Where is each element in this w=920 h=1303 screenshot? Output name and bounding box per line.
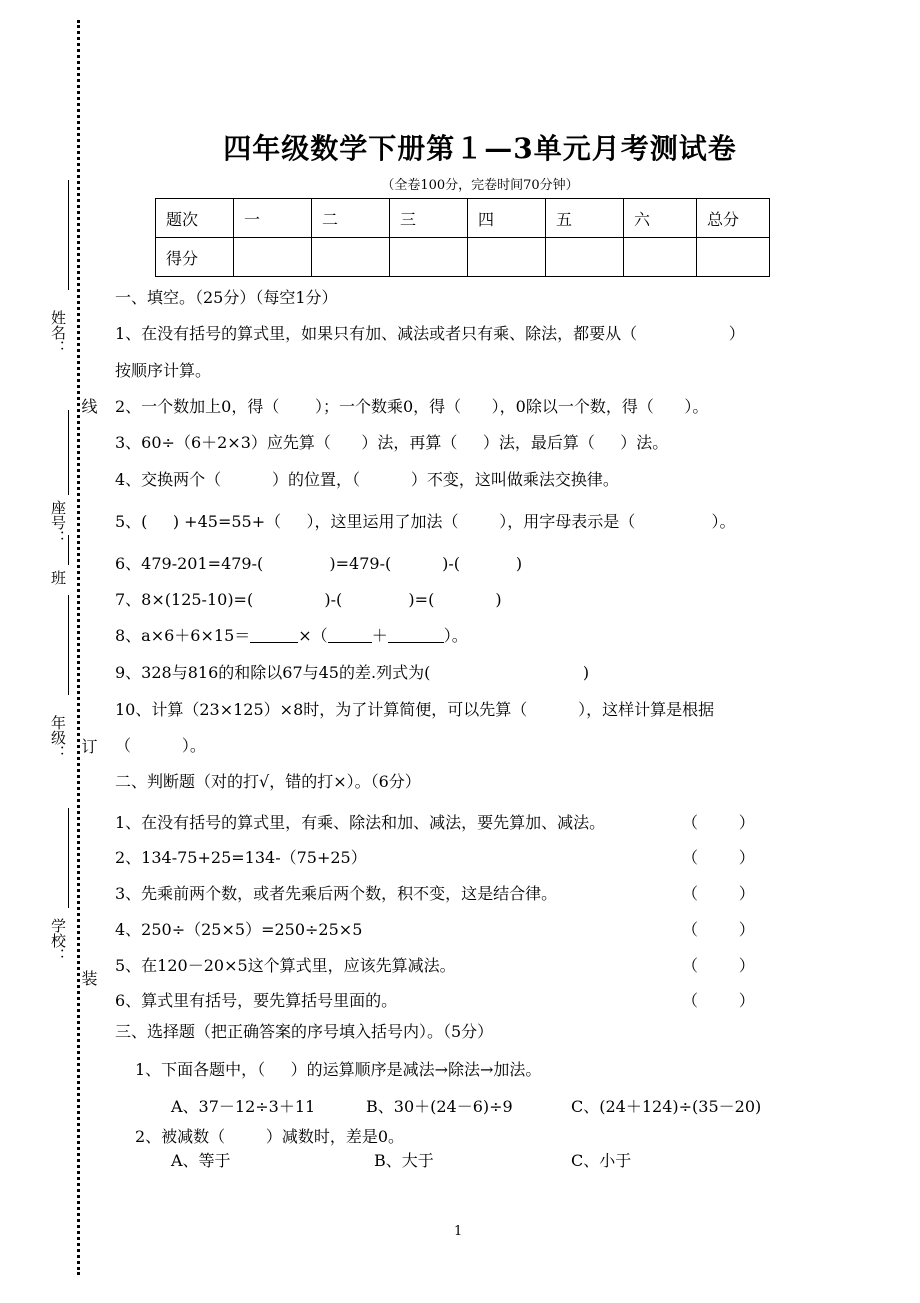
question-1-1b: 按顺序计算。 (115, 361, 212, 380)
page-subtitle: （全卷100分，完卷时间70分钟） (381, 178, 579, 193)
question-1-10a: 10、计算（23×125）×8时，为了计算简便，可以先算（ ），这样计算是根据 (115, 700, 715, 719)
score-cell: 五 (546, 199, 624, 238)
judge-answer-paren[interactable]: （ ） (682, 920, 755, 939)
score-input-cell[interactable] (312, 238, 390, 277)
judge-item-text: 6、算式里有括号，要先算括号里面的。 (115, 991, 398, 1010)
judge-item-text: 2、134-75+25=134-（75+25） (115, 848, 367, 867)
score-cell: 总分 (697, 199, 770, 238)
score-input-cell[interactable] (390, 238, 468, 277)
seat-underline (68, 410, 69, 495)
choice-option-b: B、30＋(24－6)÷9 (366, 1097, 513, 1116)
q8-mid-1: ×（ (298, 626, 328, 645)
score-input-cell[interactable] (697, 238, 770, 277)
judge-item-text: 5、在120－20×5这个算式里，应该先算减法。 (115, 956, 456, 975)
question-1-6: 6、479-201=479-( )=479-( )-( ) (115, 554, 523, 573)
class-underline (68, 535, 69, 565)
choice-question-1: 1、下面各题中，（ ）的运算顺序是减法→除法→加法。 (135, 1060, 542, 1079)
question-1-2: 2、一个数加上0，得（ ）；一个数乘0，得（ ），0除以一个数，得（ ）。 (115, 397, 709, 416)
section2-heading: 二、判断题（对的打√，错的打×）。（6分） (115, 772, 421, 791)
judge-answer-paren[interactable]: （ ） (682, 956, 755, 975)
score-table (155, 198, 770, 277)
question-1-9: 9、328与816的和除以67与45的差.列式为( ) (115, 663, 590, 682)
score-cell: 四 (468, 199, 546, 238)
q8-prefix: 8、a×6＋6×15＝ (115, 626, 251, 645)
q8-blank-2[interactable] (328, 626, 372, 643)
question-1-1a: 1、在没有括号的算式里，如果只有加、减法或者只有乘、除法，都要从（ ） (115, 324, 745, 343)
choice-option-c: C、小于 (571, 1151, 632, 1170)
choice-option-c: C、(24＋124)÷(35－20) (571, 1097, 762, 1116)
score-input-cell[interactable] (234, 238, 312, 277)
binding-dotted-line (77, 20, 80, 1275)
score-table-header-row (156, 199, 770, 238)
page-title: 四年级数学下册第１—3单元月考测试卷 (223, 132, 737, 165)
score-cell: 一 (234, 199, 312, 238)
name-label: 姓名： (49, 310, 67, 355)
seat-label: 座号： (49, 500, 67, 545)
question-1-8 (115, 626, 468, 645)
score-table-score-row (156, 238, 770, 277)
question-1-5: 5、( ) +45=55+（ ），这里运用了加法（ ），用字母表示是（ ）。 (115, 512, 736, 531)
question-1-10b: （ ）。 (115, 736, 206, 755)
question-1-3: 3、60÷（6＋2×3）应先算（ ）法，再算（ ）法，最后算（ ）法。 (115, 433, 669, 452)
judge-answer-paren[interactable]: （ ） (682, 884, 755, 903)
class-underline-2 (68, 595, 69, 695)
margin-word-ding: 订 (79, 738, 98, 754)
score-input-cell[interactable] (546, 238, 624, 277)
choice-option-a: A、等于 (171, 1151, 231, 1170)
school-underline (68, 808, 69, 908)
judge-item-text: 3、先乘前两个数，或者先乘后两个数，积不变，这是结合律。 (115, 884, 558, 903)
question-1-4: 4、交换两个（ ）的位置，（ ）不变，这叫做乘法交换律。 (115, 470, 619, 489)
school-label: 学校： (49, 918, 67, 963)
choice-option-a: A、37－12÷3＋11 (171, 1097, 316, 1116)
judge-answer-paren[interactable]: （ ） (682, 991, 755, 1010)
q8-end: ）。 (443, 626, 468, 645)
judge-answer-paren[interactable]: （ ） (682, 848, 755, 867)
section3-heading: 三、选择题（把正确答案的序号填入括号内）。（5分） (115, 1022, 494, 1041)
q8-blank-3[interactable] (388, 626, 444, 643)
judge-item-text: 4、250÷（25×5）=250÷25×5 (115, 920, 363, 939)
q8-blank-1[interactable] (250, 626, 298, 643)
class-label: 班 (49, 570, 67, 585)
score-cell: 题次 (156, 199, 234, 238)
score-cell: 二 (312, 199, 390, 238)
score-cell: 六 (624, 199, 697, 238)
name-underline (68, 180, 69, 290)
score-input-cell[interactable] (468, 238, 546, 277)
judge-answer-paren[interactable]: （ ） (682, 813, 755, 832)
question-1-7: 7、8×(125-10)=( )-( )=( ) (115, 590, 502, 609)
choice-option-b: B、大于 (374, 1151, 434, 1170)
q8-mid-2: ＋ (371, 626, 388, 645)
score-input-cell[interactable] (624, 238, 697, 277)
judge-item-text: 1、在没有括号的算式里，有乘、除法和加、减法，要先算加、减法。 (115, 813, 606, 832)
page-number: 1 (454, 1224, 463, 1239)
choice-question-2: 2、被减数（ ）减数时，差是0。 (135, 1127, 405, 1146)
margin-word-line: 线 (79, 398, 98, 414)
score-row-label: 得分 (156, 238, 234, 277)
score-cell: 三 (390, 199, 468, 238)
margin-word-zhuang: 装 (79, 970, 98, 986)
section1-heading: 一、填空。（25分）（每空1分） (115, 288, 338, 307)
grade-label: 年级： (49, 715, 67, 760)
